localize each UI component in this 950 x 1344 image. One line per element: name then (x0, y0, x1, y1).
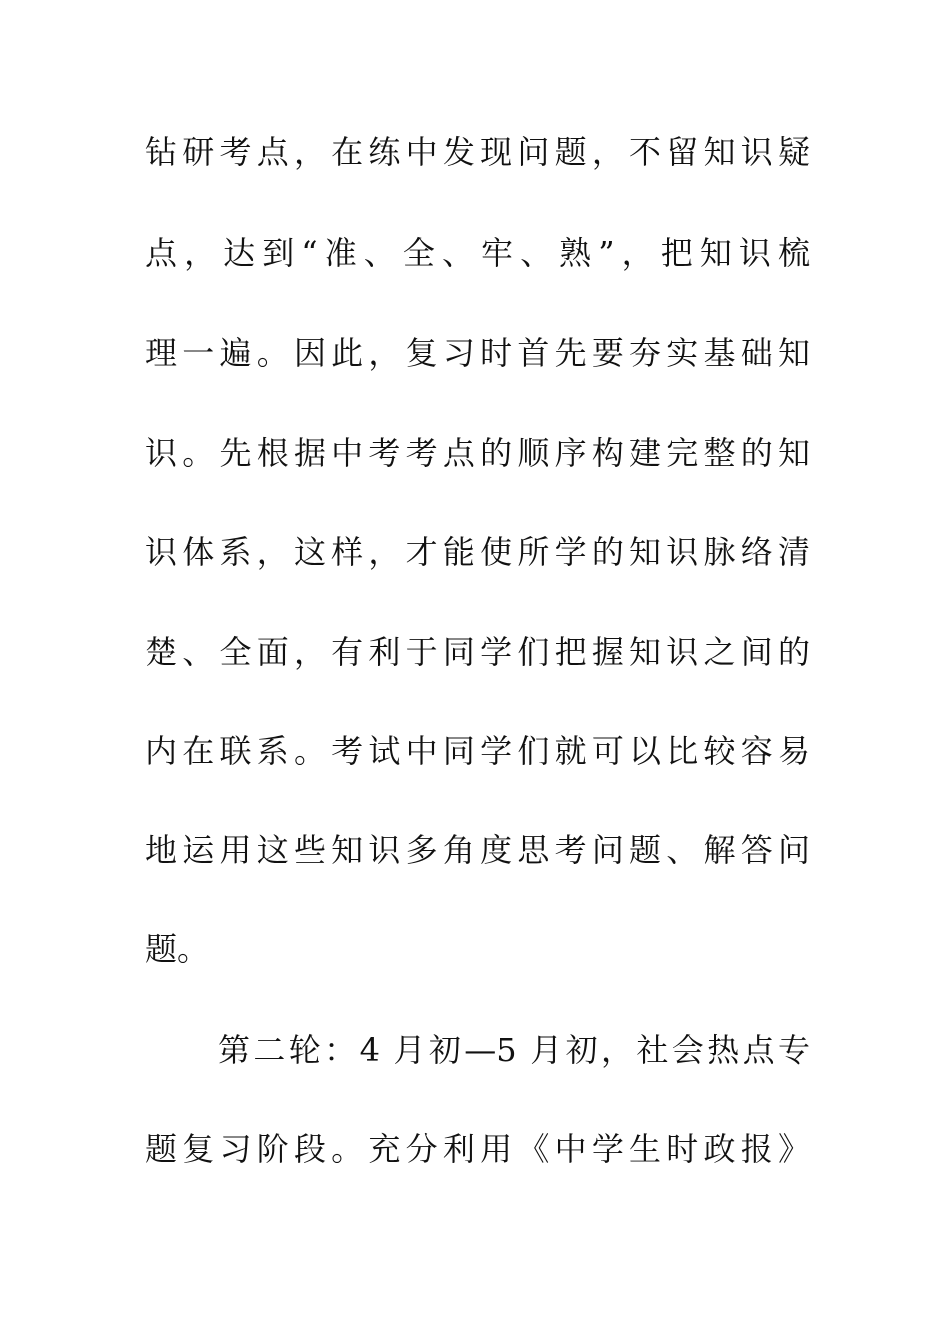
text-line: 楚、全面，有利于同学们把握知识之间的 (145, 633, 810, 671)
text-line: 理一遍。因此，复习时首先要夯实基础知 (145, 334, 810, 372)
text-line: 第二轮：4 月初—5 月初，社会热点专 (218, 1031, 810, 1069)
text-line: 点，达到“准、全、牢、熟”，把知识梳 (145, 234, 810, 272)
text-line: 识。先根据中考考点的顺序构建完整的知 (145, 434, 810, 472)
text-line: 地运用这些知识多角度思考问题、解答问 (145, 831, 810, 869)
text-line: 内在联系。考试中同学们就可以比较容易 (145, 732, 810, 770)
text-line: 钻研考点，在练中发现问题，不留知识疑 (145, 133, 810, 171)
text-line: 识体系，这样，才能使所学的知识脉络清 (145, 533, 810, 571)
text-line: 题复习阶段。充分利用《中学生时政报》 (145, 1130, 810, 1168)
text-line: 题。 (145, 930, 210, 968)
